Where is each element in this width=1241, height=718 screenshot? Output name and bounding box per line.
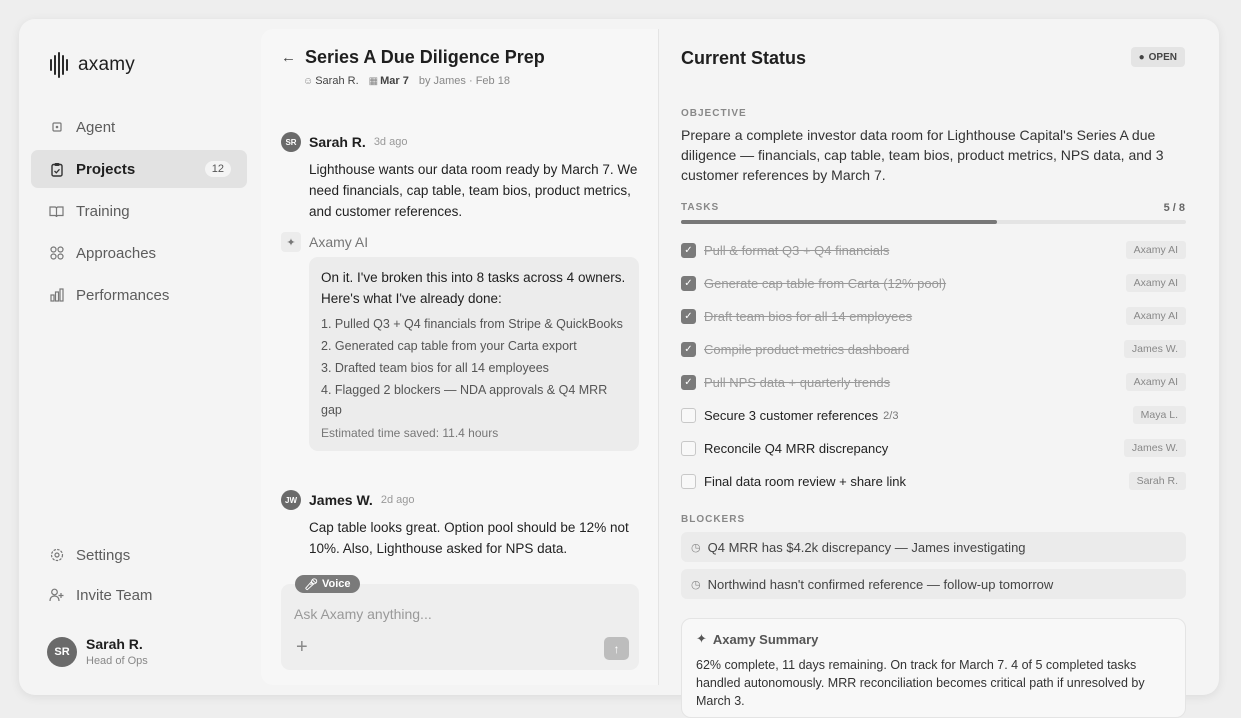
bar-chart-icon bbox=[49, 288, 64, 303]
task-label: Reconcile Q4 MRR discrepancy bbox=[704, 441, 889, 456]
ai-message bbox=[281, 232, 641, 451]
sidebar-item-settings[interactable] bbox=[31, 536, 247, 574]
task-owner: Axamy AI bbox=[1126, 274, 1186, 292]
send-button[interactable] bbox=[604, 637, 629, 660]
book-icon bbox=[49, 204, 64, 219]
ai-response-card bbox=[309, 257, 639, 451]
ai-action-list bbox=[321, 314, 627, 420]
task-owner: Axamy AI bbox=[1126, 241, 1186, 259]
sidebar bbox=[19, 19, 259, 695]
chat-panel bbox=[261, 29, 659, 685]
bottom-nav bbox=[31, 536, 247, 616]
status-title: Current Status bbox=[681, 48, 807, 68]
time-saved: Estimated time saved: 11.4 hours bbox=[321, 426, 499, 440]
task-checkbox[interactable] bbox=[681, 474, 696, 489]
logo[interactable] bbox=[50, 52, 135, 78]
app-name: axamy bbox=[78, 54, 135, 75]
sidebar-item-training[interactable] bbox=[31, 192, 247, 230]
task-checkbox[interactable]: ✓ bbox=[681, 243, 696, 258]
back-arrow-icon[interactable]: ← bbox=[281, 49, 296, 66]
blockers-label: BLOCKERS bbox=[681, 514, 746, 525]
sidebar-item-agent[interactable] bbox=[31, 108, 247, 146]
main-nav bbox=[31, 108, 247, 318]
task-item bbox=[681, 399, 1186, 432]
sidebar-item-projects[interactable] bbox=[31, 150, 247, 188]
sidebar-item-label: Performances bbox=[76, 286, 170, 304]
status-panel bbox=[659, 29, 1209, 708]
task-owner: Axamy AI bbox=[1126, 307, 1186, 325]
task-checkbox[interactable]: ✓ bbox=[681, 342, 696, 357]
sidebar-item-invite-team[interactable] bbox=[31, 576, 247, 614]
list-item: 2. Generated cap table from your Carta export bbox=[321, 339, 577, 353]
task-item bbox=[681, 465, 1186, 498]
projects-count-badge: 12 bbox=[205, 161, 231, 177]
task-label: Draft team bios for all 14 employees bbox=[704, 309, 913, 324]
chat-message bbox=[281, 132, 641, 222]
blocker-item bbox=[681, 569, 1186, 599]
voice-label: Voice bbox=[321, 578, 351, 590]
sidebar-item-approaches[interactable] bbox=[31, 234, 247, 272]
task-item bbox=[681, 366, 1186, 399]
voice-button[interactable] bbox=[295, 575, 360, 593]
task-item bbox=[681, 333, 1186, 366]
task-label: Final data room review + share link bbox=[704, 474, 906, 489]
user-plus-icon bbox=[49, 588, 64, 603]
task-label: Generate cap table from Carta (12% pool) bbox=[704, 276, 947, 291]
task-owner: Maya L. bbox=[1133, 406, 1186, 424]
calendar-icon: ▦ bbox=[368, 76, 379, 87]
composer bbox=[281, 578, 639, 670]
message-author: James W. bbox=[309, 492, 373, 508]
task-owner: James W. bbox=[1124, 340, 1186, 358]
list-item: 3. Drafted team bios for all 14 employees bbox=[321, 361, 549, 375]
task-item bbox=[681, 267, 1186, 300]
task-owner: James W. bbox=[1124, 439, 1186, 457]
task-label: Pull NPS data + quarterly trends bbox=[704, 375, 891, 390]
avatar: JW bbox=[281, 490, 301, 510]
clock-icon: ◷ bbox=[691, 541, 701, 554]
sparkle-icon: ✦ bbox=[281, 232, 301, 252]
task-label: Secure 3 customer references bbox=[704, 408, 879, 423]
task-checkbox[interactable]: ✓ bbox=[681, 276, 696, 291]
tasks-progress-bar bbox=[681, 220, 1186, 224]
sidebar-item-label: Approaches bbox=[76, 244, 157, 262]
task-progress: 2/3 bbox=[883, 409, 899, 422]
sidebar-item-label: Projects bbox=[76, 160, 136, 178]
microphone-icon: 🎤︎ bbox=[304, 578, 318, 591]
current-user[interactable] bbox=[47, 636, 148, 667]
sidebar-item-label: Agent bbox=[76, 118, 116, 136]
message-body: Lighthouse wants our data room ready by March 7. We need financials, cap table, team bios, product metrics, and customer references. bbox=[309, 162, 638, 219]
tasks-label: TASKS bbox=[681, 202, 720, 213]
message-author: Axamy AI bbox=[309, 234, 369, 250]
project-meta bbox=[303, 75, 545, 87]
task-checkbox[interactable]: ✓ bbox=[681, 309, 696, 324]
sidebar-item-performances[interactable] bbox=[31, 276, 247, 314]
blocker-text: Q4 MRR has $4.2k discrepancy — James investigating bbox=[707, 539, 1026, 555]
message-time: 2d ago bbox=[380, 494, 415, 506]
sidebar-item-label: Settings bbox=[76, 546, 131, 564]
agent-icon bbox=[49, 120, 64, 135]
clock-icon: ◷ bbox=[691, 578, 701, 591]
task-owner: Axamy AI bbox=[1126, 373, 1186, 391]
message-author: Sarah R. bbox=[309, 134, 366, 150]
ai-summary-card bbox=[681, 618, 1186, 718]
task-item bbox=[681, 432, 1186, 465]
app-window bbox=[19, 19, 1219, 708]
grid-icon bbox=[49, 246, 64, 261]
sidebar-item-label: Invite Team bbox=[76, 586, 153, 604]
task-checkbox[interactable]: ✓ bbox=[681, 375, 696, 390]
task-label: Compile product metrics dashboard bbox=[704, 342, 910, 357]
due-date: Mar 7 bbox=[380, 75, 409, 87]
add-attachment-icon[interactable]: + bbox=[296, 636, 308, 658]
dot-icon: ● bbox=[1138, 51, 1145, 63]
arrow-up-icon: ↑ bbox=[613, 641, 620, 656]
summary-title: Axamy Summary bbox=[712, 631, 819, 647]
created-by: by James · Feb 18 bbox=[418, 75, 510, 87]
message-input[interactable] bbox=[294, 606, 624, 622]
objective-text: Prepare a complete investor data room for Lighthouse Capital's Series A due diligence — financials, cap table, team bios, product metrics, NPS data, and 3 customer references by March 7. bbox=[681, 127, 1164, 183]
list-item: 4. Flagged 2 blockers — NDA approvals & Q4 MRR gap bbox=[321, 383, 608, 417]
progress-fill bbox=[681, 220, 997, 224]
task-checkbox[interactable] bbox=[681, 408, 696, 423]
blocker-item bbox=[681, 532, 1186, 562]
task-list bbox=[681, 234, 1186, 498]
avatar: SR bbox=[47, 637, 77, 667]
chat-message bbox=[281, 490, 641, 559]
task-count: 5 / 8 bbox=[1163, 202, 1185, 214]
message-body: Cap table looks great. Option pool should be 12% not 10%. Also, Lighthouse asked for NPS data. bbox=[309, 520, 629, 556]
list-item: 1. Pulled Q3 + Q4 financials from Stripe & QuickBooks bbox=[321, 317, 623, 331]
task-item bbox=[681, 234, 1186, 267]
sidebar-item-label: Training bbox=[76, 202, 130, 220]
page-title: Series A Due Diligence Prep bbox=[305, 47, 545, 67]
status-badge-label: OPEN bbox=[1148, 51, 1177, 63]
task-checkbox[interactable] bbox=[681, 441, 696, 456]
task-item bbox=[681, 300, 1186, 333]
task-owner: Sarah R. bbox=[1129, 472, 1186, 490]
ai-lead-text: On it. I've broken this into 8 tasks across 4 owners. Here's what I've already done: bbox=[321, 270, 626, 306]
user-role: Head of Ops bbox=[86, 655, 148, 667]
objective-label: OBJECTIVE bbox=[681, 108, 747, 119]
message-time: 3d ago bbox=[373, 136, 408, 148]
task-label: Pull & format Q3 + Q4 financials bbox=[704, 243, 890, 258]
gear-icon bbox=[49, 548, 64, 563]
summary-body: 62% complete, 11 days remaining. On track for March 7. 4 of 5 completed tasks handled autonomously. MRR reconciliation becomes critical path if unresolved by March 3. bbox=[696, 658, 1145, 708]
person-icon: ☺ bbox=[303, 76, 314, 87]
user-name: Sarah R. bbox=[86, 636, 143, 652]
chat-header bbox=[281, 47, 545, 87]
sparkle-icon: ✦ bbox=[696, 631, 707, 646]
axamy-logo-icon bbox=[50, 52, 68, 78]
avatar: SR bbox=[281, 132, 301, 152]
status-badge bbox=[1131, 47, 1185, 67]
project-owner: Sarah R. bbox=[315, 75, 359, 87]
blocker-text: Northwind hasn't confirmed reference — follow-up tomorrow bbox=[707, 576, 1054, 592]
clipboard-icon bbox=[49, 162, 64, 177]
